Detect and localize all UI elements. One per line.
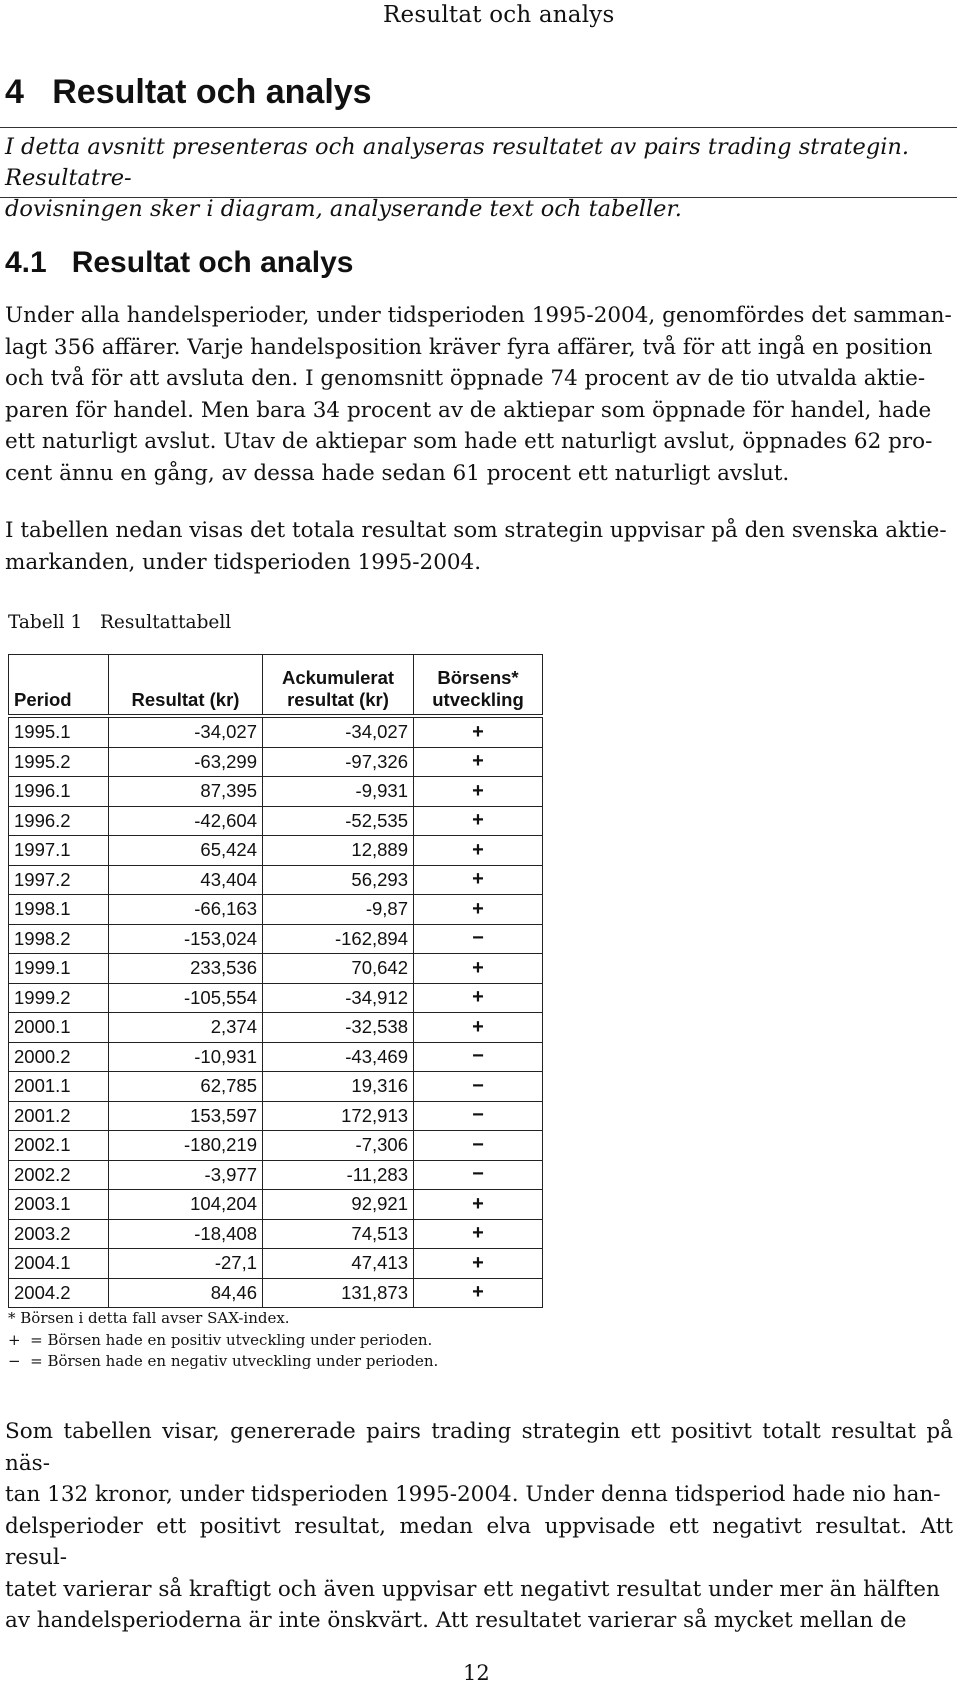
table-row — [9, 747, 543, 777]
cell-result: -34,027 — [109, 716, 263, 747]
cell-market-development: + — [414, 865, 543, 895]
paragraph-line: ett naturligt avslut. Utav de aktiepar som hade ett naturligt avslut, öppnades 62 pro- — [5, 429, 933, 454]
table-caption-text: Resultattabell — [100, 612, 232, 633]
table-row — [9, 1013, 543, 1043]
intro-line: I detta avsnitt presenteras och analyseras resultatet av pairs trading strategin. Resultatre- — [5, 134, 910, 191]
header-result: Resultat (kr) — [109, 655, 263, 717]
paragraph-line: tatet varierar så kraftigt och även uppvisar ett negativt resultat under mer än hälften — [5, 1576, 940, 1602]
header-market-development — [414, 655, 543, 717]
cell-market-development: − — [414, 1131, 543, 1161]
table-row — [9, 1101, 543, 1131]
paragraph-line: lagt 356 affärer. Varje handelsposition kräver fyra affärer, två för att ingå en position — [5, 334, 933, 360]
cell-market-development: − — [414, 1042, 543, 1072]
cell-result: -153,024 — [109, 924, 263, 954]
paragraph-line: paren för handel. Men bara 34 procent av de aktiepar som öppnade för handel, hade — [5, 397, 932, 423]
table-row — [9, 1219, 543, 1249]
paragraph-line: cent ännu en gång, av dessa hade sedan 61 procent ett naturligt avslut. — [5, 460, 790, 486]
cell-accumulated: -34,027 — [263, 716, 414, 747]
header-period: Period — [9, 655, 109, 717]
cell-result: -27,1 — [109, 1249, 263, 1279]
table-row — [9, 806, 543, 836]
table-row — [9, 716, 543, 747]
cell-period: 2003.1 — [9, 1190, 109, 1220]
cell-result: 84,46 — [109, 1278, 263, 1308]
cell-accumulated: -9,87 — [263, 895, 414, 925]
cell-result: 62,785 — [109, 1072, 263, 1102]
intro-line: dovisningen sker i diagram, analyserande text och tabeller. — [5, 196, 682, 222]
cell-accumulated: -52,535 — [263, 806, 414, 836]
table-caption — [8, 612, 231, 633]
cell-accumulated: -7,306 — [263, 1131, 414, 1161]
cell-result: -66,163 — [109, 895, 263, 925]
cell-period: 1995.1 — [9, 716, 109, 747]
cell-period: 2001.2 — [9, 1101, 109, 1131]
cell-result: -105,554 — [109, 983, 263, 1013]
paragraph-line: och två för att avsluta den. I genomsnitt öppnade 74 procent av de tio utvalda aktie- — [5, 366, 926, 391]
table-caption-label: Tabell 1 — [8, 612, 83, 633]
cell-market-development: − — [414, 1101, 543, 1131]
table-row — [9, 1042, 543, 1072]
cell-accumulated: 74,513 — [263, 1219, 414, 1249]
table-row — [9, 983, 543, 1013]
cell-accumulated: 19,316 — [263, 1072, 414, 1102]
cell-market-development: + — [414, 1278, 543, 1308]
cell-result: -10,931 — [109, 1042, 263, 1072]
cell-result: 153,597 — [109, 1101, 263, 1131]
table-row — [9, 1072, 543, 1102]
paragraph-line: Som tabellen visar, genererade pairs trading strategin ett positivt totalt resultat på näs- — [5, 1419, 953, 1476]
cell-market-development: + — [414, 716, 543, 747]
cell-accumulated: 47,413 — [263, 1249, 414, 1279]
section-paragraph-2 — [5, 515, 953, 578]
cell-period: 1996.2 — [9, 806, 109, 836]
header-market-line2: utveckling — [432, 689, 524, 710]
cell-market-development: + — [414, 806, 543, 836]
cell-period: 2004.2 — [9, 1278, 109, 1308]
paragraph-line: delsperioder ett positivt resultat, medan elva uppvisade ett negativt resultat. Att resul- — [5, 1513, 953, 1570]
table-row — [9, 865, 543, 895]
cell-market-development: + — [414, 1013, 543, 1043]
cell-accumulated: 56,293 — [263, 865, 414, 895]
cell-market-development: + — [414, 983, 543, 1013]
cell-market-development: − — [414, 1072, 543, 1102]
cell-accumulated: -162,894 — [263, 924, 414, 954]
cell-market-development: + — [414, 777, 543, 807]
cell-result: 104,204 — [109, 1190, 263, 1220]
cell-accumulated: 92,921 — [263, 1190, 414, 1220]
cell-result: 65,424 — [109, 836, 263, 866]
cell-period: 2004.1 — [9, 1249, 109, 1279]
table-header-row — [9, 655, 543, 717]
cell-accumulated: 12,889 — [263, 836, 414, 866]
cell-period: 2003.2 — [9, 1219, 109, 1249]
header-market-line1: Börsens* — [437, 667, 519, 688]
table-body — [9, 716, 543, 1308]
cell-period: 1996.1 — [9, 777, 109, 807]
cell-market-development: + — [414, 836, 543, 866]
cell-result: 233,536 — [109, 954, 263, 984]
table-note: − = Börsen hade en negativ utveckling under perioden. — [8, 1352, 439, 1370]
cell-accumulated: -34,912 — [263, 983, 414, 1013]
cell-period: 2000.1 — [9, 1013, 109, 1043]
cell-period: 1995.2 — [9, 747, 109, 777]
header-accumulated-line2: resultat (kr) — [287, 689, 389, 710]
cell-result: -180,219 — [109, 1131, 263, 1161]
cell-result: -18,408 — [109, 1219, 263, 1249]
page-number: 12 — [463, 1661, 490, 1685]
cell-accumulated: -97,326 — [263, 747, 414, 777]
table-row — [9, 895, 543, 925]
table-row — [9, 1249, 543, 1279]
paragraph-line: tan 132 kronor, under tidsperioden 1995-2004. Under denna tidsperiod hade nio han- — [5, 1482, 941, 1507]
section-heading: 4.1 Resultat och analys — [5, 246, 354, 279]
cell-result: -3,977 — [109, 1160, 263, 1190]
table-note: + = Börsen hade en positiv utveckling under perioden. — [8, 1330, 433, 1349]
paragraph-line: markanden, under tidsperioden 1995-2004. — [5, 549, 482, 575]
cell-accumulated: 131,873 — [263, 1278, 414, 1308]
table-row — [9, 1278, 543, 1308]
cell-result: -63,299 — [109, 747, 263, 777]
cell-accumulated: -43,469 — [263, 1042, 414, 1072]
cell-market-development: + — [414, 1249, 543, 1279]
table-row — [9, 1131, 543, 1161]
cell-accumulated: -9,931 — [263, 777, 414, 807]
cell-accumulated: -11,283 — [263, 1160, 414, 1190]
cell-period: 2002.1 — [9, 1131, 109, 1161]
table-notes — [8, 1308, 438, 1373]
header-accumulated-line1: Ackumulerat — [281, 667, 395, 688]
intro-bottom-rule — [0, 197, 957, 198]
cell-period: 1997.2 — [9, 865, 109, 895]
section-paragraph-1 — [5, 300, 953, 489]
table-row — [9, 954, 543, 984]
header-accumulated — [263, 655, 414, 717]
cell-market-development: + — [414, 747, 543, 777]
cell-accumulated: 172,913 — [263, 1101, 414, 1131]
cell-result: 87,395 — [109, 777, 263, 807]
cell-accumulated: -32,538 — [263, 1013, 414, 1043]
cell-accumulated: 70,642 — [263, 954, 414, 984]
cell-result: 2,374 — [109, 1013, 263, 1043]
cell-period: 2002.2 — [9, 1160, 109, 1190]
running-header: Resultat och analys — [383, 2, 615, 28]
conclusion-paragraph — [5, 1416, 953, 1637]
table-row — [9, 924, 543, 954]
chapter-intro — [5, 132, 953, 225]
cell-period: 1999.1 — [9, 954, 109, 984]
cell-market-development: + — [414, 954, 543, 984]
cell-market-development: − — [414, 924, 543, 954]
cell-market-development: − — [414, 1160, 543, 1190]
cell-period: 1998.2 — [9, 924, 109, 954]
cell-market-development: + — [414, 1219, 543, 1249]
paragraph-line: Under alla handelsperioder, under tidsperioden 1995-2004, genomfördes det samman- — [5, 303, 952, 328]
cell-period: 2000.2 — [9, 1042, 109, 1072]
cell-result: -42,604 — [109, 806, 263, 836]
intro-top-rule — [0, 127, 957, 128]
chapter-heading: 4 Resultat och analys — [5, 73, 372, 111]
paragraph-line: I tabellen nedan visas det totala resultat som strategin uppvisar på den svenska aktie- — [5, 518, 947, 543]
table-note: * Börsen i detta fall avser SAX-index. — [8, 1309, 290, 1327]
cell-period: 2001.1 — [9, 1072, 109, 1102]
cell-period: 1998.1 — [9, 895, 109, 925]
paragraph-line: av handelsperioderna är inte önskvärt. Att resultatet varierar så mycket mellan de — [5, 1608, 907, 1633]
results-table — [8, 654, 543, 1308]
table-row — [9, 1190, 543, 1220]
cell-market-development: + — [414, 895, 543, 925]
table-row — [9, 777, 543, 807]
cell-period: 1999.2 — [9, 983, 109, 1013]
cell-period: 1997.1 — [9, 836, 109, 866]
cell-result: 43,404 — [109, 865, 263, 895]
table-row — [9, 1160, 543, 1190]
cell-market-development: + — [414, 1190, 543, 1220]
table-row — [9, 836, 543, 866]
